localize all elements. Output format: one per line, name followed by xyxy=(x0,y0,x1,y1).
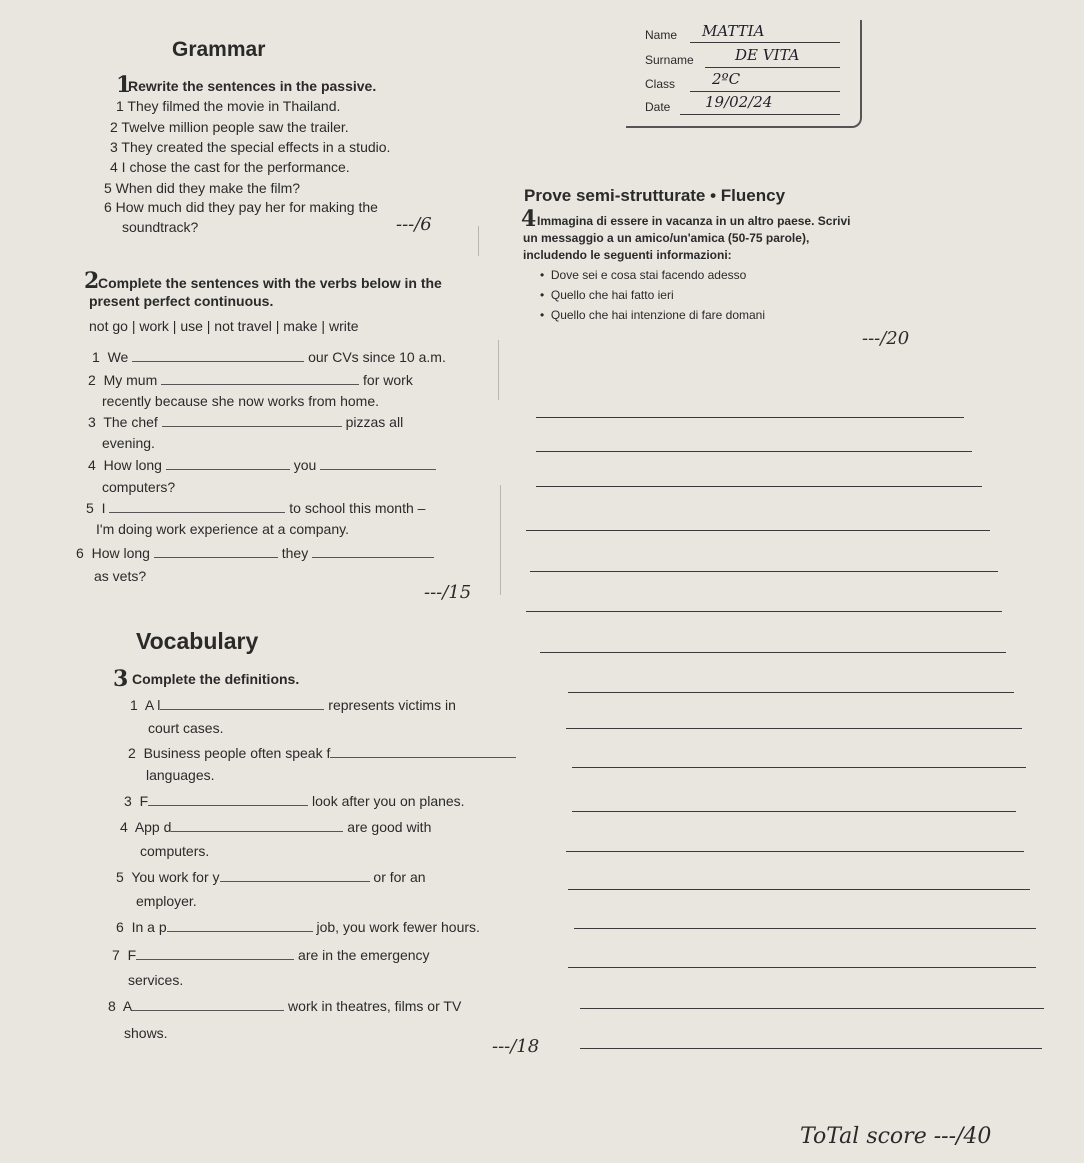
ex2-item-5: 5 I to school this month – xyxy=(86,500,426,516)
vocab-item-1-cont: court cases. xyxy=(148,720,224,736)
ex2-item-5-cont: I'm doing work experience at a company. xyxy=(96,521,349,537)
date-value: 19/02/24 xyxy=(705,93,773,111)
vocab-item-2-cont: languages. xyxy=(146,767,215,783)
fluency-bullet-2: • Quello che hai fatto ieri xyxy=(540,288,674,302)
fluency-title: Prove semi-strutturate • Fluency xyxy=(524,186,786,205)
vocab-score: ---/18 xyxy=(492,1036,540,1057)
total-score: ToTal score ---/40 xyxy=(800,1124,992,1149)
exercise-2-number: 2 xyxy=(84,268,100,294)
exercise-4-number: 4 xyxy=(521,206,537,232)
exercise-1-number: 1 xyxy=(116,72,132,98)
ex1-item-5: 5 When did they make the film? xyxy=(104,180,301,196)
vocab-item-8-cont: shows. xyxy=(124,1025,168,1041)
vocab-item-2: 2 Business people often speak f xyxy=(128,745,516,761)
ex1-item-3: 3 They created the special effects in a studio. xyxy=(110,139,391,155)
ex2-item-1: 1 We our CVs since 10 a.m. xyxy=(92,349,446,365)
exercise-2-instruction: Complete the sentences with the verbs below in the xyxy=(98,275,442,291)
class-value: 2ºC xyxy=(712,70,741,88)
page-title: Grammar xyxy=(172,38,266,61)
fluency-bullet-3: • Quello che hai intenzione di fare domani xyxy=(540,308,766,322)
ex1-item-6-cont: soundtrack? xyxy=(122,219,199,235)
ex1-score: ---/6 xyxy=(396,214,432,235)
name-label: Name xyxy=(645,28,678,42)
fluency-instruction: Immagina di essere in vacanza in un altro paese. Scrivi xyxy=(537,214,851,228)
vocab-item-3: 3 F look after you on planes. xyxy=(124,793,465,809)
vocab-item-1: 1 A l represents victims in xyxy=(130,697,456,713)
fluency-instruction-2: un messaggio a un amico/un'amica (50-75 parole), xyxy=(523,231,810,245)
surname-label: Surname xyxy=(645,53,694,67)
fluency-instruction-3: includendo le seguenti informazioni: xyxy=(523,248,732,262)
verb-box: not go | work | use | not travel | make | write xyxy=(89,318,359,334)
ex2-item-3: 3 The chef pizzas all xyxy=(88,414,404,430)
ex2-item-4-cont: computers? xyxy=(102,479,176,495)
vocab-item-5-cont: employer. xyxy=(136,893,197,909)
fluency-bullet-1: • Dove sei e cosa stai facendo adesso xyxy=(540,268,747,282)
ex2-item-2-cont: recently because she now works from home. xyxy=(102,393,380,409)
ex1-item-2: 2 Twelve million people saw the trailer. xyxy=(110,119,349,135)
ex2-item-3-cont: evening. xyxy=(102,435,155,451)
vocab-item-5: 5 You work for y or for an xyxy=(116,869,426,885)
vocab-item-6: 6 In a p job, you work fewer hours. xyxy=(116,919,480,935)
vocab-item-7: 7 F are in the emergency xyxy=(112,947,430,963)
ex2-item-6: 6 How long they xyxy=(76,545,434,561)
vocabulary-title: Vocabulary xyxy=(136,628,259,654)
name-value: MATTIA xyxy=(702,22,765,40)
date-label: Date xyxy=(645,100,671,114)
exercise-1-instruction: Rewrite the sentences in the passive. xyxy=(128,78,377,94)
surname-value: DE VITA xyxy=(735,46,800,64)
ex2-item-2: 2 My mum for work xyxy=(88,372,413,388)
exercise-3-number: 3 xyxy=(113,666,129,692)
ex1-item-6: 6 How much did they pay her for making the xyxy=(104,199,378,215)
vocab-item-4-cont: computers. xyxy=(140,843,210,859)
ex1-item-4: 4 I chose the cast for the performance. xyxy=(110,159,350,175)
ex2-score: ---/15 xyxy=(424,582,472,603)
exercise-3-instruction: Complete the definitions. xyxy=(132,671,300,687)
class-label: Class xyxy=(645,77,676,91)
vocab-item-8: 8 A work in theatres, films or TV xyxy=(108,998,462,1014)
ex2-item-4: 4 How long you xyxy=(88,457,436,473)
ex2-item-6-cont: as vets? xyxy=(94,568,147,584)
exercise-2-instruction-2: present perfect continuous. xyxy=(89,293,274,309)
ex1-item-1: 1 They filmed the movie in Thailand. xyxy=(116,98,341,114)
vocab-item-7-cont: services. xyxy=(128,972,184,988)
fluency-score: ---/20 xyxy=(862,328,910,349)
vocab-item-4: 4 App d are good with xyxy=(120,819,432,835)
